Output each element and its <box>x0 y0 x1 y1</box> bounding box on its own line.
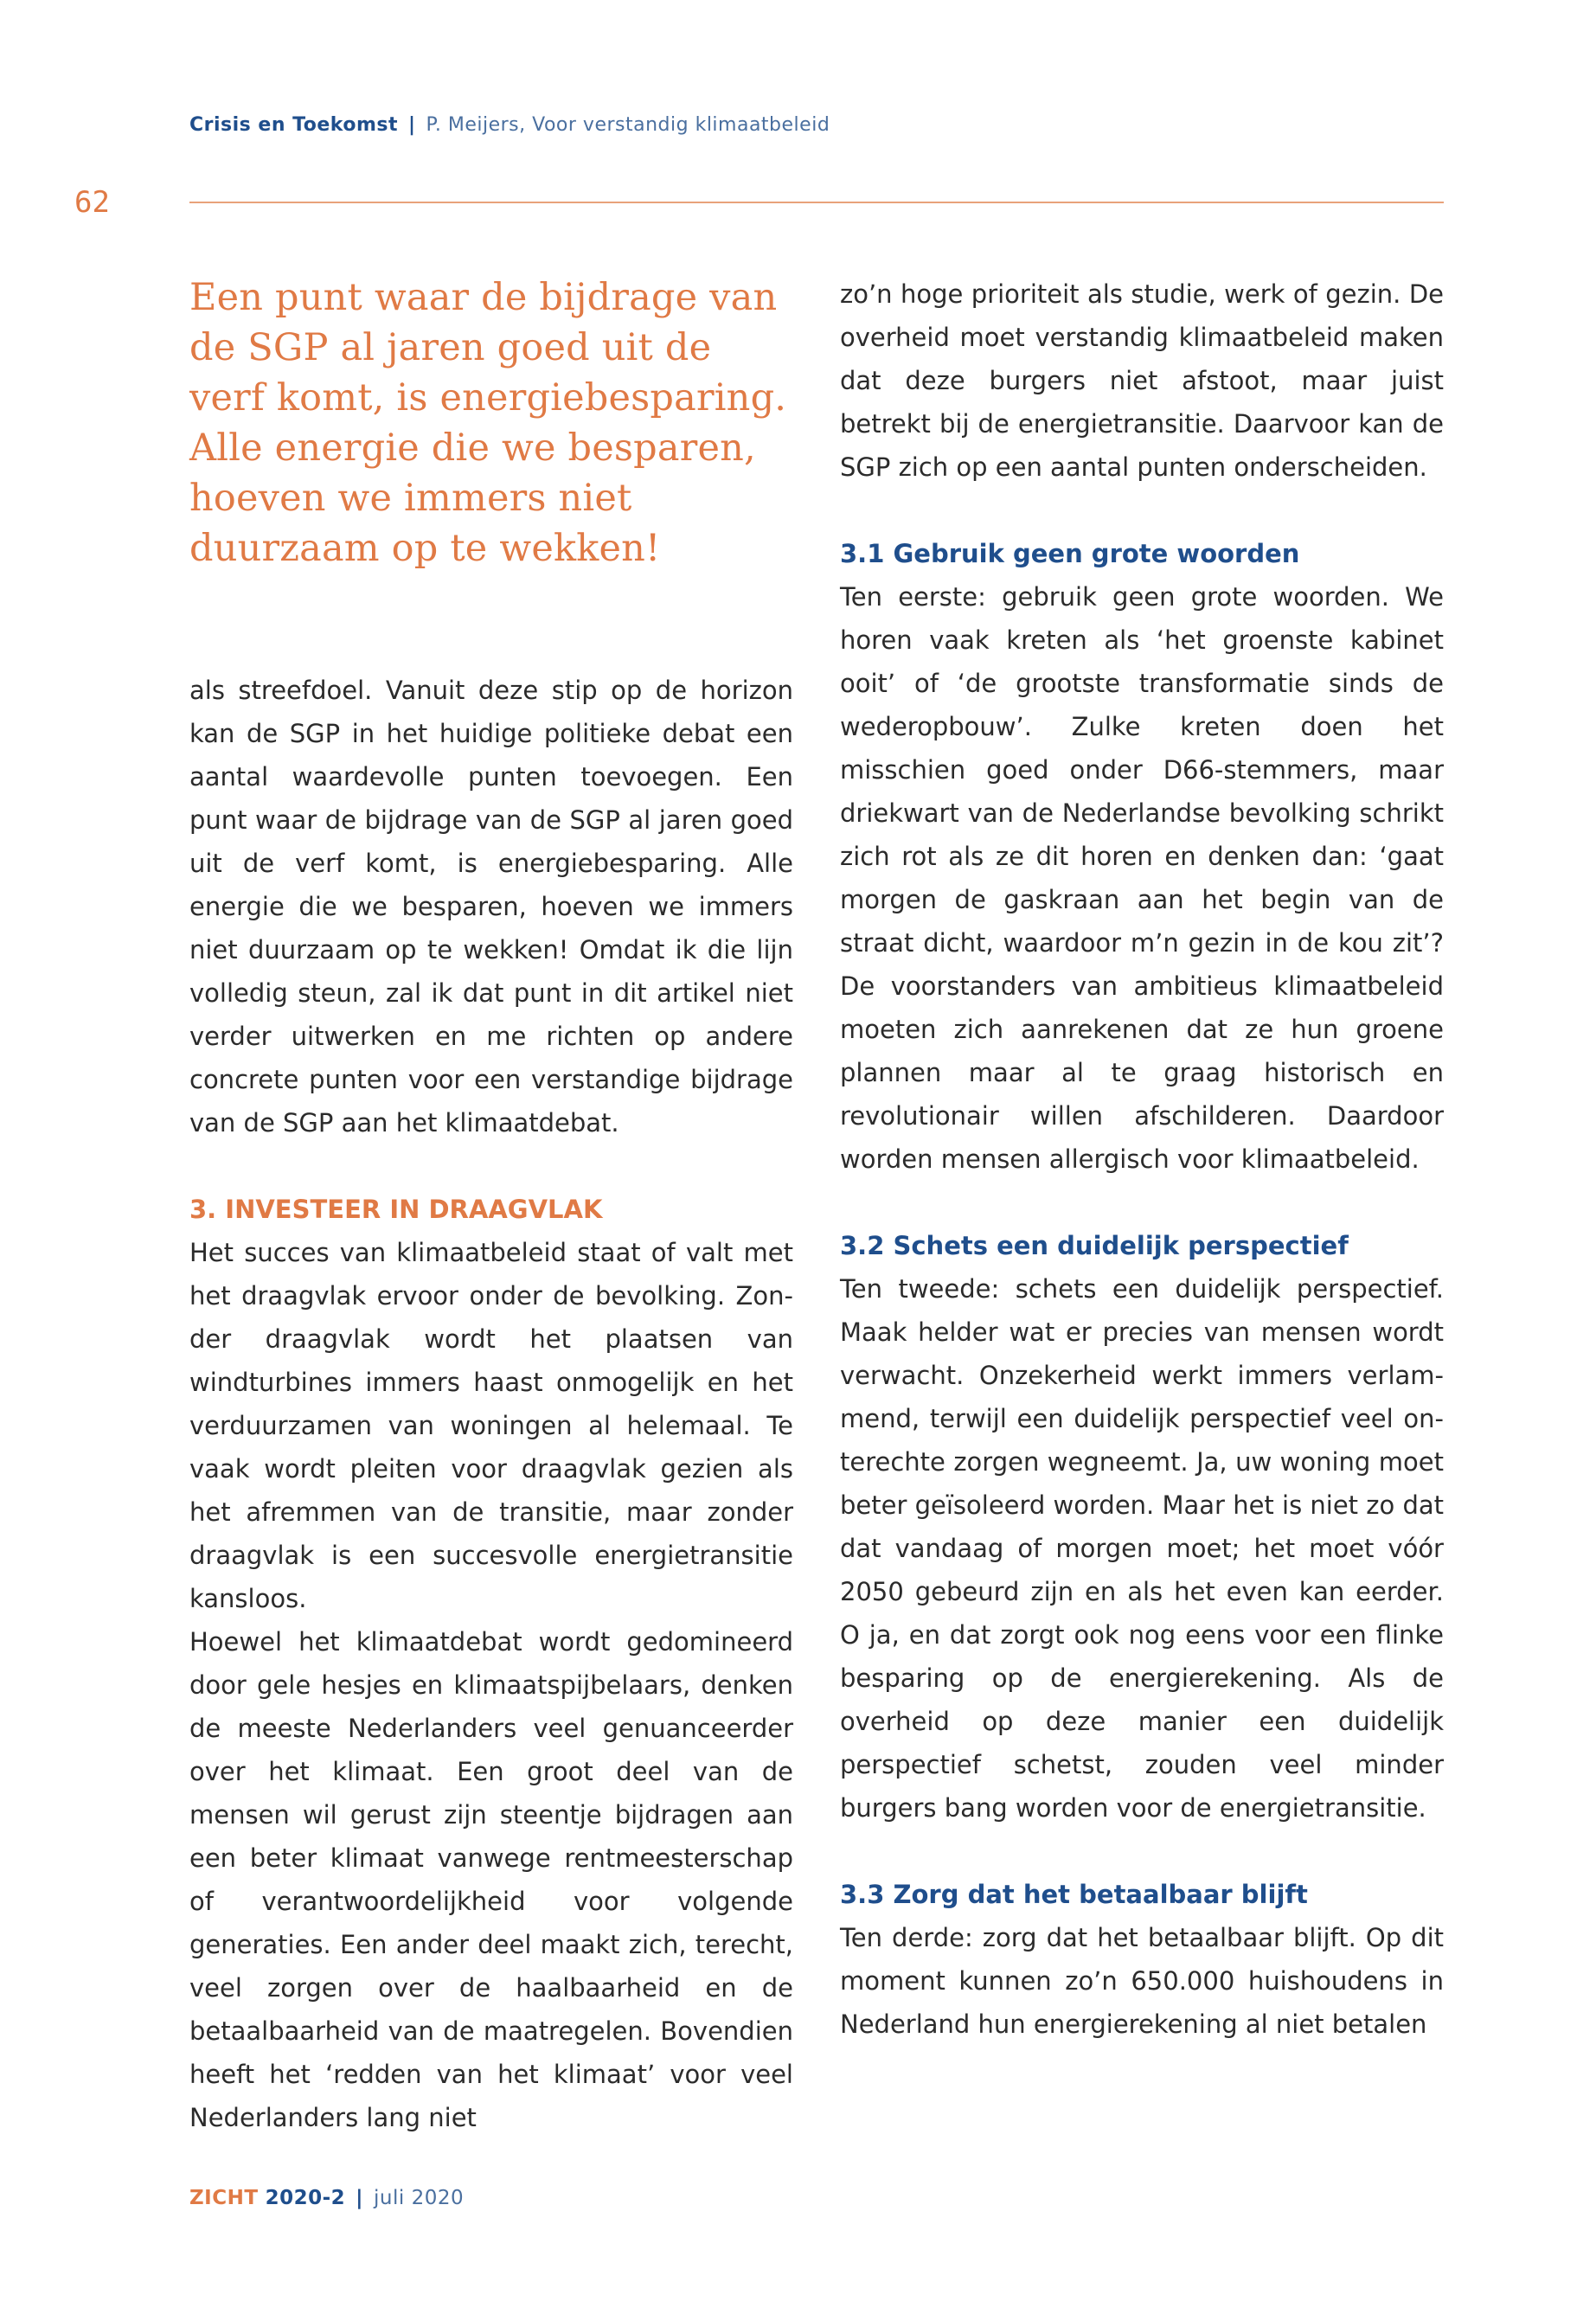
page-number: 62 <box>74 185 110 220</box>
subsection-heading: 3.2 Schets een duidelijk perspectief <box>840 1231 1349 1260</box>
footer-issue: 2020-2 <box>265 2187 346 2209</box>
running-footer <box>189 2187 464 2209</box>
pullquote: Een punt waar de bijdrage van de SGP al jaren goed uit de verf komt, is energiebesparing. Alle energie die we besparen, hoeven we immers niet duurzaam op te wekken! <box>189 276 787 570</box>
left-column <box>189 272 793 2139</box>
body-paragraph: Ten eerste: gebruik geen grote woorden. We horen vaak kreten als ‘het groenste kabinet ooit’ of ‘de grootste transformatie sinds de wederopbouw’. Zulke kreten doen het misschien goed onder D66-stemmers, maar driekwart van de Nederlandse bevolking schrikt zich rot als ze dit horen en denken dan: ‘gaat morgen de gaskraan aan het begin van de straat dicht, waardoor m’n gezin in de kou zit’? De voorstanders van ambitieus klimaatbeleid moeten zich aanrekenen dat ze hun groene plannen maar al te graag historisch en revolutionair willen afschilderen. Daardoor worden mensen allergisch voor klimaatbeleid. <box>840 582 1444 1174</box>
running-header <box>189 114 830 136</box>
footer-magazine: ZICHT <box>189 2187 259 2209</box>
footer-date: juli 2020 <box>374 2187 465 2209</box>
body-paragraph: Ten derde: zorg dat het betaalbaar blijft. Op dit moment kunnen zo’n 650.000 huishoudens in Nederland hun energierekening al niet betalen <box>840 1923 1444 2039</box>
header-separator: | <box>407 114 416 136</box>
subsection-heading: 3.3 Zorg dat het betaalbaar blijft <box>840 1880 1308 1909</box>
footer-separator: | <box>356 2187 364 2209</box>
right-column <box>840 272 1444 2046</box>
header-section-title: Crisis en Toekomst <box>189 114 398 136</box>
body-paragraph: Ten tweede: schets een duidelijk perspectief. Maak helder wat er precies van mensen wordt verwacht. Onzekerheid werkt immers verlammend, terwijl een duidelijk perspectief veel onterechte zorgen wegneemt. Ja, uw woning moet beter geïsoleerd worden. Maar het is niet zo dat dat vandaag of morgen moet; het moet vóór 2050 gebeurd zijn en als het even kan eerder. O ja, en dat zorgt ook nog eens voor een flinke besparing op de energierekening. Als de overheid op deze manier een duidelijk perspectief schetst, zouden veel minder burgers bang worden voor de energietransitie. <box>840 1274 1444 1823</box>
section-heading: 3. INVESTEER IN DRAAGVLAK <box>189 1195 603 1224</box>
body-paragraph: Hoewel het klimaatdebat wordt gedomineerd door gele hesjes en klimaatspijbelaars, denken de meeste Nederlanders veel genuanceerder over het klimaat. Een groot deel van de mensen wil gerust zijn steentje bijdragen aan een beter klimaat vanwege rentmeesterschap of verantwoordelijkheid voor volgende generaties. Een ander deel maakt zich, terecht, veel zorgen over de haalbaarheid en de betaalbaarheid van de maatregelen. Bovendien heeft het ‘redden van het klimaat’ voor veel Nederlanders lang niet <box>189 1627 793 2132</box>
header-divider <box>189 202 1444 203</box>
body-paragraph: zo’n hoge prioriteit als studie, werk of gezin. De overheid moet verstandig klimaatbeleid maken dat deze burgers niet afstoot, maar juist betrekt bij de energietransitie. Daarvoor kan de SGP zich op een aantal punten onderscheiden. <box>840 279 1444 482</box>
subsection-heading: 3.1 Gebruik geen grote woorden <box>840 539 1300 568</box>
body-paragraph: als streefdoel. Vanuit deze stip op de horizon kan de SGP in het huidige politieke debat een aantal waardevolle punten toevoegen. Een punt waar de bijdrage van de SGP al jaren goed uit de verf komt, is energiebesparing. Alle energie die we besparen, hoeven we immers niet duurzaam op te wekken! Omdat ik die lijn volledig steun, zal ik dat punt in dit artikel niet verder uitwerken en me richten op andere concrete punten voor een verstandige bijdrage van de SGP aan het klimaatdebat. <box>189 676 793 1138</box>
body-paragraph: Het succes van klimaatbeleid staat of valt met het draagvlak ervoor onder de bevolking. Zonder draagvlak wordt het plaatsen van windturbines immers haast onmogelijk en het verduurzamen van woningen al helemaal. Te vaak wordt pleiten voor draagvlak gezien als het afremmen van de transitie, maar zonder draagvlak is een succesvolle energietransitie kansloos. <box>189 1238 793 1613</box>
header-author-title: P. Meijers, Voor verstandig klimaatbeleid <box>426 114 830 136</box>
